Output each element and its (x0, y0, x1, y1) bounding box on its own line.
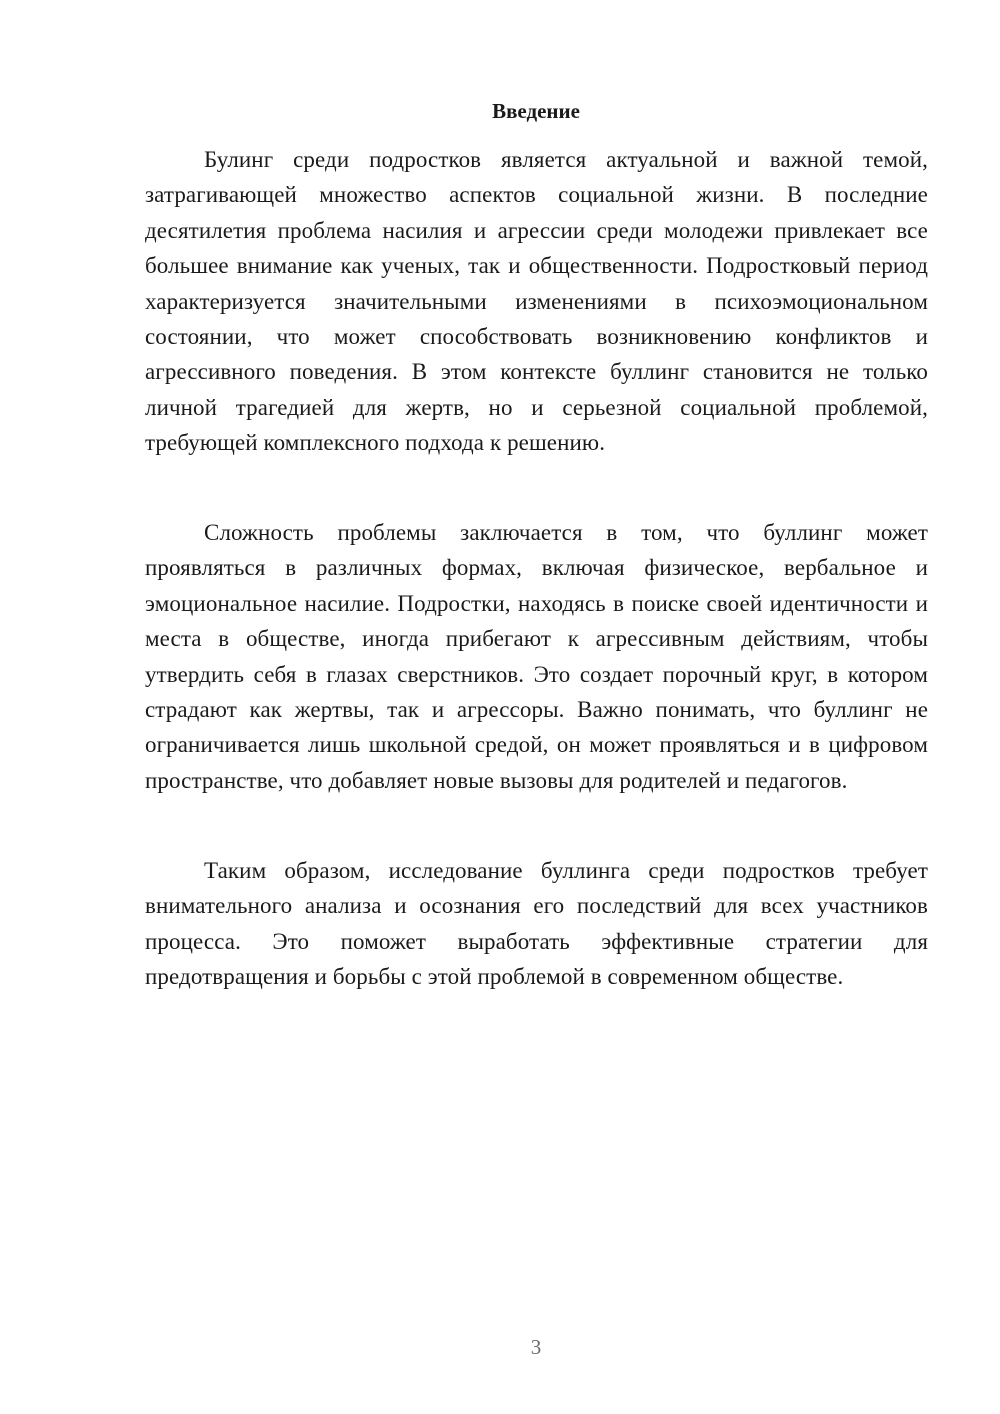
paragraph-3: Таким образом, исследование буллинга среди подростков требует внимательного анализа и осознания его последствий для всех участников процесса. Это поможет выработать эффективные стратегии для предотвращения и борьбы с этой проблемой в современном обществе. (145, 858, 928, 990)
paragraph-2: Сложность проблемы заключается в том, что буллинг может проявляться в различных формах, включая физическое, вербальное и эмоциональное насилие. Подростки, находясь в поиске своей идентичности и места в обществе, иногда прибегают к агрессивным действиям, чтобы утвердить себя в глазах сверстников. Это создает порочный круг, в котором страдают как жертвы, так и агрессоры. Важно понимать, что буллинг не ограничивается лишь школьной средой, он может проявляться и в цифровом пространстве, что добавляет новые вызовы для родителей и педагогов. (145, 520, 928, 793)
page-number: 3 (530, 1335, 542, 1359)
paragraph-1: Булинг среди подростков является актуальной и важной темой, затрагивающей множество аспектов социальной жизни. В последние десятилетия проблема насилия и агрессии среди молодежи привлекает все большее внимание как ученых, так и общественности. Подростковый период характеризуется значительными изменениями в психоэмоциональном состоянии, что может способствовать возникновению конфликтов и агрессивного поведения. В этом контексте буллинг становится не только личной трагедией для жертв, но и серьезной социальной проблемой, требующей комплексного подхода к решению. (145, 147, 928, 456)
section-heading: Введение (492, 99, 580, 123)
